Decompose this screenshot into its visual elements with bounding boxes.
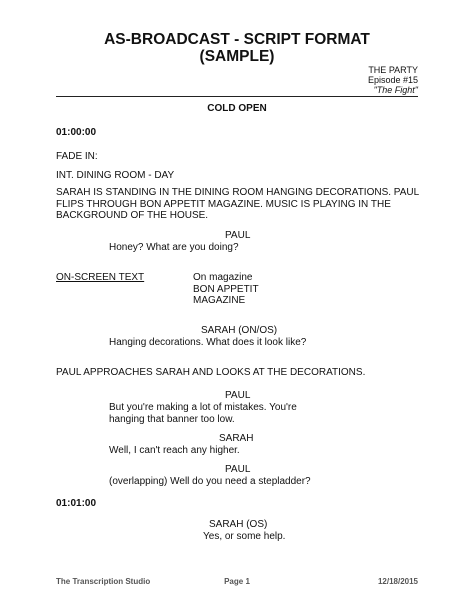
footer-page-number: Page 1 xyxy=(224,577,250,586)
character-name: PAUL xyxy=(225,390,251,401)
episode-title: "The Fight" xyxy=(373,85,418,95)
footer-company: The Transcription Studio xyxy=(56,577,151,586)
character-name: SARAH xyxy=(219,433,254,444)
dialogue-line: But you're making a lot of mistakes. You're xyxy=(109,402,297,413)
onscreen-text-line: MAGAZINE xyxy=(193,295,246,306)
character-name: PAUL xyxy=(225,230,251,241)
action-line: PAUL APPROACHES SARAH AND LOOKS AT THE DECORATIONS. xyxy=(56,367,366,378)
timecode: 01:01:00 xyxy=(56,498,97,509)
document-subtitle: (SAMPLE) xyxy=(199,48,275,65)
dialogue-line: Yes, or some help. xyxy=(203,530,286,542)
dialogue-line: Honey? What are you doing? xyxy=(109,242,239,253)
onscreen-text-label: ON-SCREEN TEXT xyxy=(56,272,145,283)
document-title: AS-BROADCAST - SCRIPT FORMAT xyxy=(104,31,370,48)
footer-date: 12/18/2015 xyxy=(377,577,418,586)
episode-number: Episode #15 xyxy=(367,75,418,85)
show-name: THE PARTY xyxy=(368,65,418,75)
transition: FADE IN: xyxy=(56,151,98,162)
dialogue-line: hanging that banner too low. xyxy=(109,413,235,425)
character-name: SARAH (OS) xyxy=(209,519,268,530)
dialogue-line: (overlapping) Well do you need a stepladder? xyxy=(109,476,311,487)
timecode: 01:00:00 xyxy=(56,127,97,138)
onscreen-text-line: On magazine xyxy=(193,272,253,283)
section-heading: COLD OPEN xyxy=(207,103,267,114)
scene-heading: INT. DINING ROOM - DAY xyxy=(56,170,175,181)
onscreen-text-line: BON APPETIT xyxy=(193,283,259,295)
character-name: PAUL xyxy=(225,464,251,475)
action-line: BACKGROUND OF THE HOUSE. xyxy=(56,210,209,221)
dialogue-line: Hanging decorations. What does it look like? xyxy=(109,337,307,348)
character-name: SARAH (ON/OS) xyxy=(201,325,278,336)
action-line: SARAH IS STANDING IN THE DINING ROOM HANGING DECORATIONS. PAUL xyxy=(56,187,420,198)
action-line: FLIPS THROUGH BON APPETIT MAGAZINE. MUSIC IS PLAYING IN THE xyxy=(56,198,391,210)
dialogue-line: Well, I can't reach any higher. xyxy=(109,445,240,456)
header-divider xyxy=(56,96,418,97)
